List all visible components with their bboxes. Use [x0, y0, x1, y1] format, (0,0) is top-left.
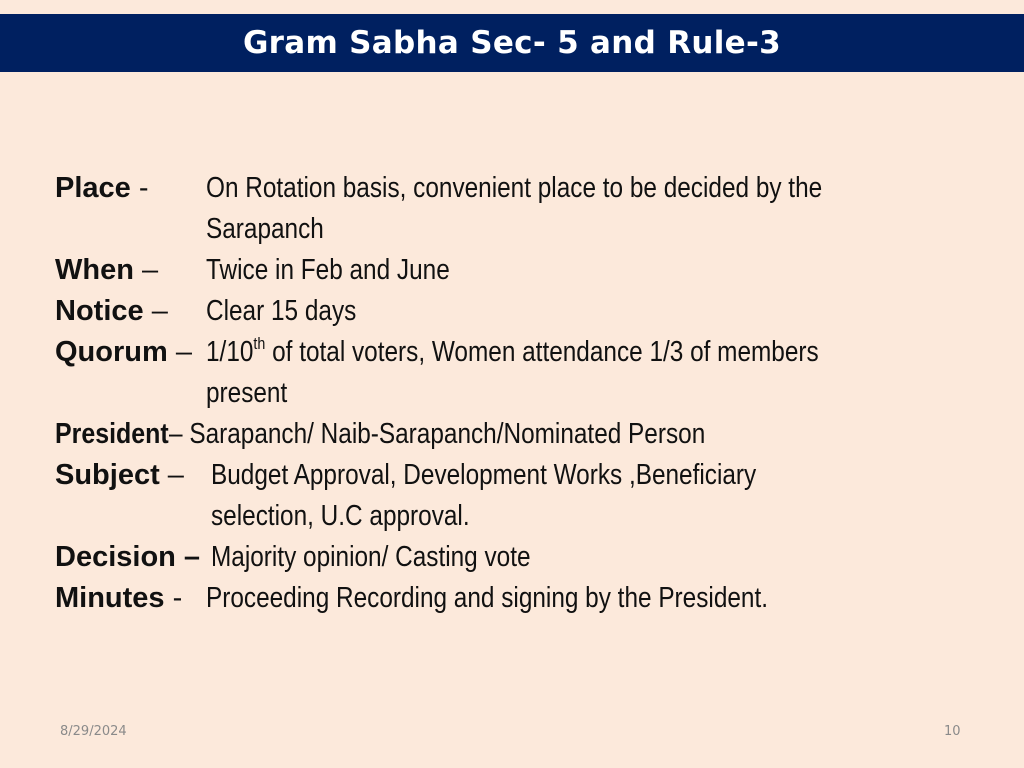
- president-value-text: – Sarapanch/ Naib-Sarapanch/Nominated Person: [169, 418, 706, 450]
- subject-row: [55, 458, 184, 492]
- minutes-separator: -: [164, 582, 183, 614]
- quorum-value-text-2: present: [206, 377, 288, 409]
- place-value-line-1: [206, 171, 940, 205]
- place-value-line-2: [206, 212, 346, 246]
- quorum-description: of total voters, Women attendance 1/3 of members: [265, 336, 819, 368]
- when-value-line: [206, 253, 496, 287]
- decision-value-line: [211, 540, 591, 574]
- notice-value-line: [206, 294, 385, 328]
- quorum-value-line-2: [206, 376, 303, 410]
- decision-value-text: Majority opinion/ Casting vote: [211, 541, 531, 573]
- subject-value-text-1: Budget Approval, Development Works ,Beneficiary: [211, 459, 757, 491]
- slide-title-text: Gram Sabha Sec- 5 and Rule-3: [242, 25, 782, 61]
- place-term: Place: [55, 172, 131, 204]
- notice-separator: –: [143, 295, 168, 327]
- when-separator: –: [133, 254, 159, 286]
- decision-row: [55, 540, 200, 574]
- notice-row: [55, 294, 168, 328]
- place-separator: -: [130, 172, 149, 204]
- minutes-term: Minutes: [55, 582, 165, 614]
- subject-separator: –: [159, 459, 184, 491]
- place-value-text-1: On Rotation basis, convenient place to be decided by the: [206, 172, 823, 204]
- place-value-text-2: Sarapanch: [206, 213, 324, 245]
- quorum-separator: –: [167, 336, 192, 368]
- notice-term: Notice: [55, 295, 144, 327]
- subject-value-text-2: selection, U.C approval.: [211, 500, 470, 532]
- decision-term: Decision –: [55, 541, 201, 573]
- quorum-term: Quorum: [55, 336, 168, 368]
- when-row: [55, 253, 158, 287]
- minutes-row: [55, 581, 182, 615]
- footer-page-number: 10: [944, 724, 961, 739]
- president-row: [55, 417, 808, 451]
- place-row: [55, 171, 149, 205]
- president-term: President: [55, 418, 169, 450]
- minutes-value-text: Proceeding Recording and signing by the President.: [206, 582, 768, 614]
- subject-value-line-1: [211, 458, 860, 492]
- when-term: When: [55, 254, 134, 286]
- subject-term: Subject: [55, 459, 160, 491]
- quorum-fraction: 1/10: [206, 336, 254, 368]
- notice-value-text: Clear 15 days: [206, 295, 357, 327]
- quorum-value-line-1: [206, 335, 935, 369]
- footer-date: 8/29/2024: [60, 724, 127, 739]
- minutes-value-line: [206, 581, 875, 615]
- when-value-text: Twice in Feb and June: [206, 254, 450, 286]
- quorum-value-text-1: [206, 335, 819, 369]
- quorum-superscript: th: [253, 334, 266, 353]
- subject-value-line-2: [211, 499, 519, 533]
- quorum-row: [55, 335, 192, 369]
